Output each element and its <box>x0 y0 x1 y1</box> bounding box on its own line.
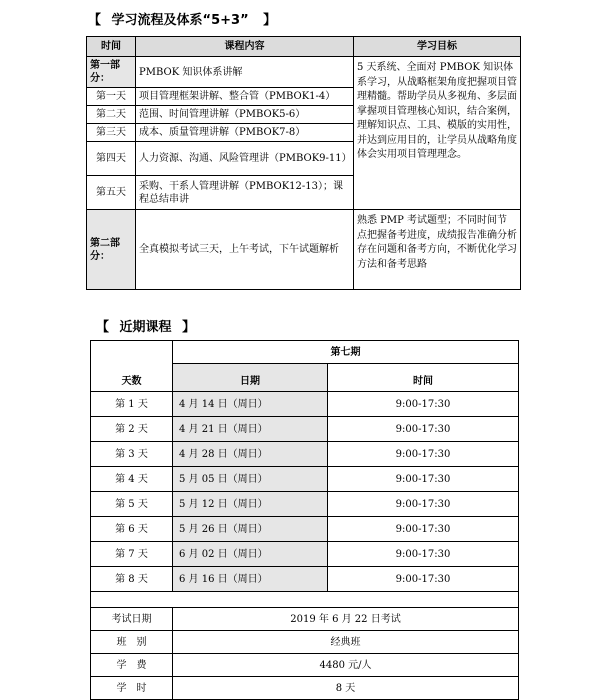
day-content: 项目管理框架讲解、整合管（PMBOK1-4） <box>136 88 354 106</box>
day-label: 第五天 <box>87 176 136 210</box>
day-content: 采购、干系人管理讲解（PMBOK12-13）；课程总结串讲 <box>136 176 354 210</box>
info-label: 班 别 <box>91 631 173 654</box>
session-time: 9:00-17:30 <box>328 492 519 517</box>
session-date: 5 月 12 日（周日） <box>173 492 328 517</box>
day-content: 人力资源、沟通、风险管理讲（PMBOK9-11） <box>136 142 354 176</box>
session-day: 第 5 天 <box>91 492 173 517</box>
session-time: 9:00-17:30 <box>328 392 519 417</box>
session-date: 4 月 28 日（周日） <box>173 442 328 467</box>
part2-label: 第二部分： <box>87 210 136 290</box>
session-date: 4 月 14 日（周日） <box>173 392 328 417</box>
session-date: 4 月 21 日（周日） <box>173 417 328 442</box>
day-label: 第三天 <box>87 124 136 142</box>
section2-title: 近期课程 <box>119 320 172 335</box>
header-time: 时间 <box>87 37 136 57</box>
col-header-time: 时间 <box>328 372 519 392</box>
period-header: 第七期 <box>173 341 519 364</box>
day-label: 第一天 <box>87 88 136 106</box>
session-date: 6 月 16 日（周日） <box>173 567 328 592</box>
session-day: 第 6 天 <box>91 517 173 542</box>
session-time: 9:00-17:30 <box>328 517 519 542</box>
part1-goal: 5 天系统、全面对 PMBOK 知识体系学习，从战略框架角度把握项目管理精髓。帮助学员从多视角、多层面掌握项目管理核心知识，结合案例，理解知识点、工具、模版的实用性，并达到应用目的，让学员从战略角度体会实用项目管理理念。 <box>354 57 521 210</box>
session-time: 9:00-17:30 <box>328 567 519 592</box>
info-value: 经典班 <box>173 631 519 654</box>
session-time: 9:00-17:30 <box>328 442 519 467</box>
info-label: 考试日期 <box>91 608 173 631</box>
part1-content: PMBOK 知识体系讲解 <box>136 57 354 88</box>
time-header-spacer <box>328 364 519 372</box>
session-time: 9:00-17:30 <box>328 467 519 492</box>
curriculum-table <box>86 36 521 290</box>
section2-bracket-right: 】 <box>182 320 196 335</box>
header-goal: 学习目标 <box>354 37 521 57</box>
session-day: 第 3 天 <box>91 442 173 467</box>
session-day: 第 4 天 <box>91 467 173 492</box>
section1-title: 学习流程及体系“5+3” <box>111 13 249 28</box>
col-header-days: 天数 <box>91 372 173 392</box>
info-value: 8 天 <box>173 677 519 700</box>
day-label: 第四天 <box>87 142 136 176</box>
session-day: 第 2 天 <box>91 417 173 442</box>
day-label: 第二天 <box>87 106 136 124</box>
session-date: 5 月 26 日（周日） <box>173 517 328 542</box>
session-time: 9:00-17:30 <box>328 542 519 567</box>
session-time: 9:00-17:30 <box>328 417 519 442</box>
info-label: 学 费 <box>91 654 173 677</box>
part1-label: 第一部分： <box>87 57 136 88</box>
section1-heading <box>88 9 276 28</box>
session-day: 第 8 天 <box>91 567 173 592</box>
section1-bracket-left: 【 <box>88 13 102 28</box>
info-label: 学 时 <box>91 677 173 700</box>
header-content: 课程内容 <box>136 37 354 57</box>
part2-content: 全真模拟考试三天，上午考试，下午试题解析 <box>136 210 354 290</box>
section2-heading <box>96 316 195 335</box>
schedule-table <box>90 340 519 700</box>
session-date: 6 月 02 日（周日） <box>173 542 328 567</box>
col-header-date: 日期 <box>173 372 328 392</box>
session-day: 第 7 天 <box>91 542 173 567</box>
day-content: 范围、时间管理讲解（PMBOK5-6） <box>136 106 354 124</box>
info-value: 2019 年 6 月 22 日考试 <box>173 608 519 631</box>
info-value: 4480 元/人 <box>173 654 519 677</box>
session-date: 5 月 05 日（周日） <box>173 467 328 492</box>
part2-goal: 熟悉 PMP 考试题型；不同时间节点把握备考进度，成绩报告准确分析存在问题和备考方向，不断优化学习方法和备考思路 <box>354 210 521 290</box>
corner-cell <box>91 341 173 372</box>
section2-bracket-left: 【 <box>96 320 110 335</box>
spacer-row <box>91 592 519 608</box>
session-day: 第 1 天 <box>91 392 173 417</box>
day-content: 成本、质量管理讲解（PMBOK7-8） <box>136 124 354 142</box>
section1-bracket-right: 】 <box>263 13 277 28</box>
date-header-spacer <box>173 364 328 372</box>
